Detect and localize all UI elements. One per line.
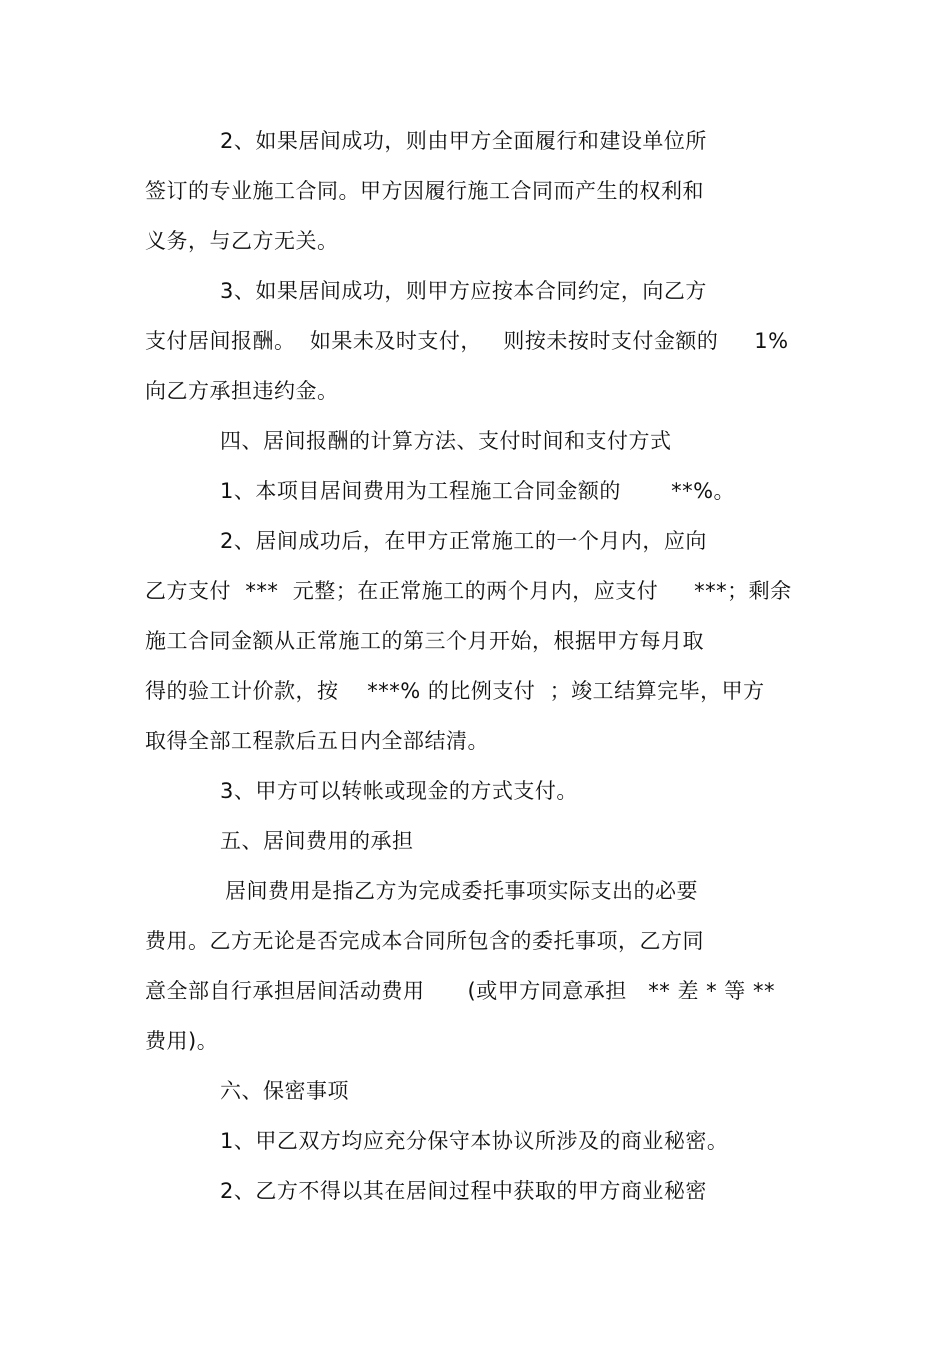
paragraph-line: 得的验工计价款，按 ***% 的比例支付 ；竣工结算完毕，甲方 xyxy=(145,679,765,703)
paragraph-line: 2、居间成功后，在甲方正常施工的一个月内，应向 xyxy=(220,529,707,553)
paragraph-line: 乙方支付 *** 元整；在正常施工的两个月内，应支付 ***；剩余 xyxy=(145,579,792,603)
paragraph-line: 支付居间报酬。 如果未及时支付， 则按未按时支付金额的 1% xyxy=(145,329,789,353)
section-heading: 五、居间费用的承担 xyxy=(220,829,414,853)
paragraph-line: 费用)。 xyxy=(145,1029,219,1053)
paragraph-line: 向乙方承担违约金。 xyxy=(145,379,339,403)
paragraph-line: 施工合同金额从正常施工的第三个月开始，根据甲方每月取 xyxy=(145,629,704,653)
paragraph-line: 取得全部工程款后五日内全部结清。 xyxy=(145,729,489,753)
paragraph-line: 3、甲方可以转帐或现金的方式支付。 xyxy=(220,779,578,803)
paragraph-line: 2、乙方不得以其在居间过程中获取的甲方商业秘密 xyxy=(220,1179,707,1203)
paragraph-line: 2、如果居间成功，则由甲方全面履行和建设单位所 xyxy=(220,129,707,153)
paragraph-line: 居间费用是指乙方为完成委托事项实际支出的必要 xyxy=(225,879,698,903)
paragraph-line: 1、甲乙双方均应充分保守本协议所涉及的商业秘密。 xyxy=(220,1129,729,1153)
section-heading: 四、居间报酬的计算方法、支付时间和支付方式 xyxy=(220,429,672,453)
paragraph-line: 意全部自行承担居间活动费用 (或甲方同意承担 ** 差 * 等 ** xyxy=(145,979,775,1003)
paragraph-line: 义务，与乙方无关。 xyxy=(145,229,339,253)
paragraph-line: 3、如果居间成功，则甲方应按本合同约定，向乙方 xyxy=(220,279,707,303)
paragraph-line: 签订的专业施工合同。甲方因履行施工合同而产生的权利和 xyxy=(145,179,704,203)
paragraph-line: 费用。乙方无论是否完成本合同所包含的委托事项，乙方同 xyxy=(145,929,704,953)
paragraph-line: 1、本项目居间费用为工程施工合同金额的 **%。 xyxy=(220,479,736,503)
section-heading: 六、保密事项 xyxy=(220,1079,349,1103)
